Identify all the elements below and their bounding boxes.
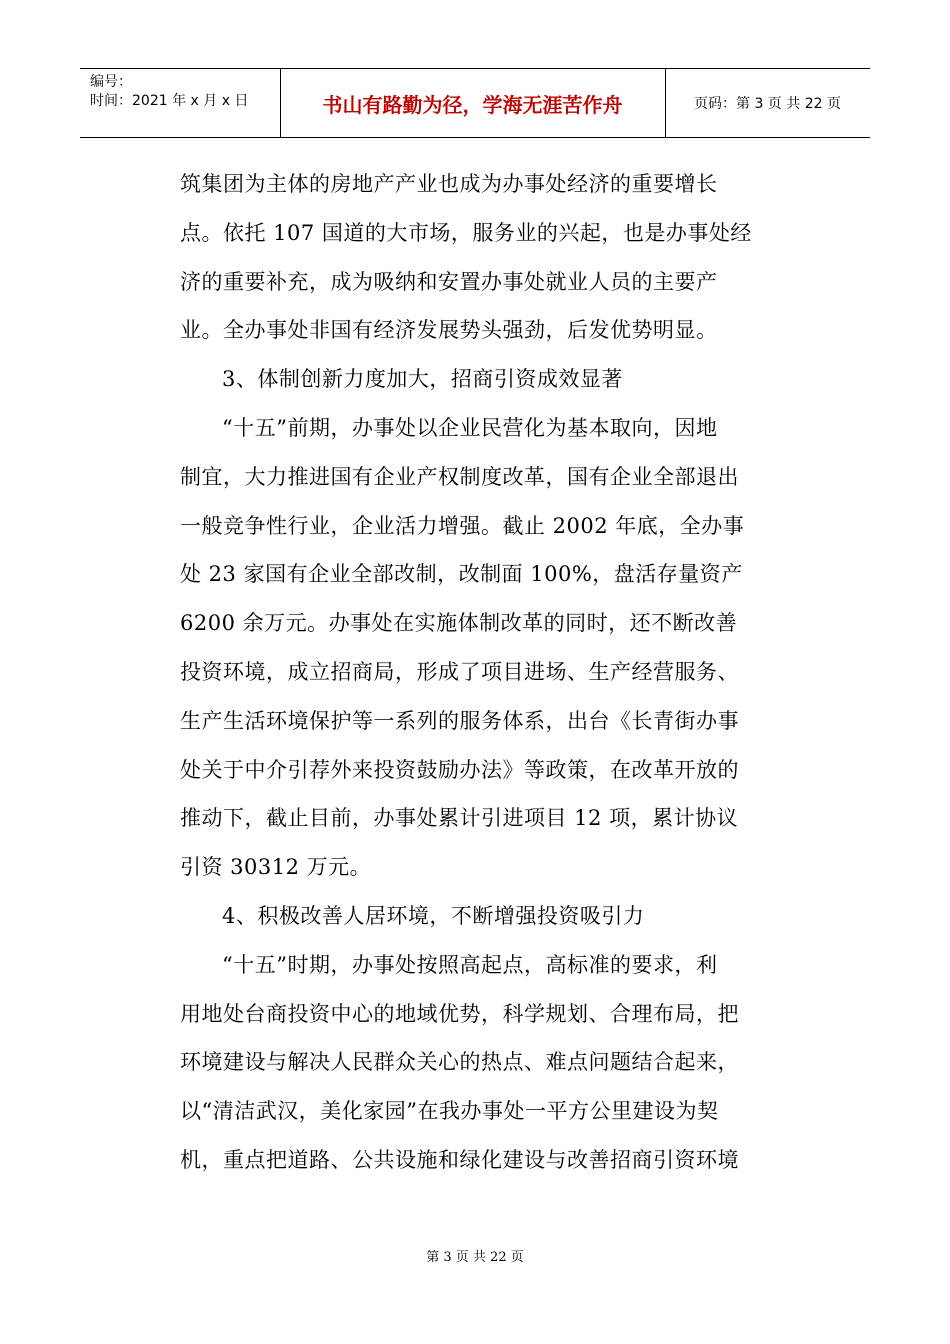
body-line: 投资环境，成立招商局，形成了项目进场、生产经营服务、 <box>180 659 739 684</box>
body-line: 点。依托 107 国道的大市场，服务业的兴起，也是办事处经 <box>180 220 752 245</box>
header-meta <box>90 73 248 111</box>
body-line: 以“清洁武汉，美化家园”在我办事处一平方公里建设为契 <box>180 1099 719 1124</box>
body-line: 筑集团为主体的房地产产业也成为办事处经济的重要增长 <box>180 172 718 196</box>
body-line: 制宜，大力推进国有企业产权制度改革，国有企业全部退出 <box>180 464 739 489</box>
body-line: 6200 余万元。办事处在实施体制改革的同时，还不断改善 <box>180 611 738 636</box>
body-line: “十五”前期，办事处以企业民营化为基本取向，因地 <box>222 415 718 440</box>
body-line: 用地处台商投资中心的地域优势，科学规划、合理布局，把 <box>180 1001 739 1026</box>
header-page-info: 页码：第 3 页 共 22 页 <box>694 96 841 112</box>
body-line: 环境建设与解决人民群众关心的热点、难点问题结合起来， <box>180 1050 739 1075</box>
body-line: 业。全办事处非国有经济发展势头强劲，后发优势明显。 <box>180 318 718 343</box>
body-line: 机，重点把道路、公共设施和绿化建设与改善招商引资环境 <box>180 1147 739 1172</box>
document-date-label: 时间：2021 年 x 月 x 日 <box>90 93 249 109</box>
body-line: 处关于中介引荐外来投资鼓励办法》等政策，在改革开放的 <box>180 757 739 782</box>
body-line: 一般竞争性行业，企业活力增强。截止 2002 年底，全办事 <box>180 513 745 538</box>
body-line: 济的重要补充，成为吸纳和安置办事处就业人员的主要产 <box>180 269 718 294</box>
header-motto: 书山有路勤为径，学海无涯苦作舟 <box>322 93 623 117</box>
body-line: 引资 30312 万元。 <box>180 855 372 880</box>
document-number-label: 编号： <box>90 74 132 90</box>
document-body <box>180 160 780 1185</box>
body-line: 推动下，截止目前，办事处累计引进项目 12 项，累计协议 <box>180 806 739 831</box>
page-header <box>80 68 870 138</box>
page-footer: 第 3 页 共 22 页 <box>426 1250 524 1265</box>
section-heading: 4、积极改善人居环境，不断增强投资吸引力 <box>222 903 645 928</box>
section-heading: 3、体制创新力度加大，招商引资成效显著 <box>222 367 623 392</box>
body-line: 处 23 家国有企业全部改制，改制面 100%，盘活存量资产 <box>180 562 743 587</box>
body-line: 生产生活环境保护等一系列的服务体系，出台《长青街办事 <box>180 708 739 733</box>
body-line: “十五”时期，办事处按照高起点，高标准的要求，利 <box>222 952 718 977</box>
